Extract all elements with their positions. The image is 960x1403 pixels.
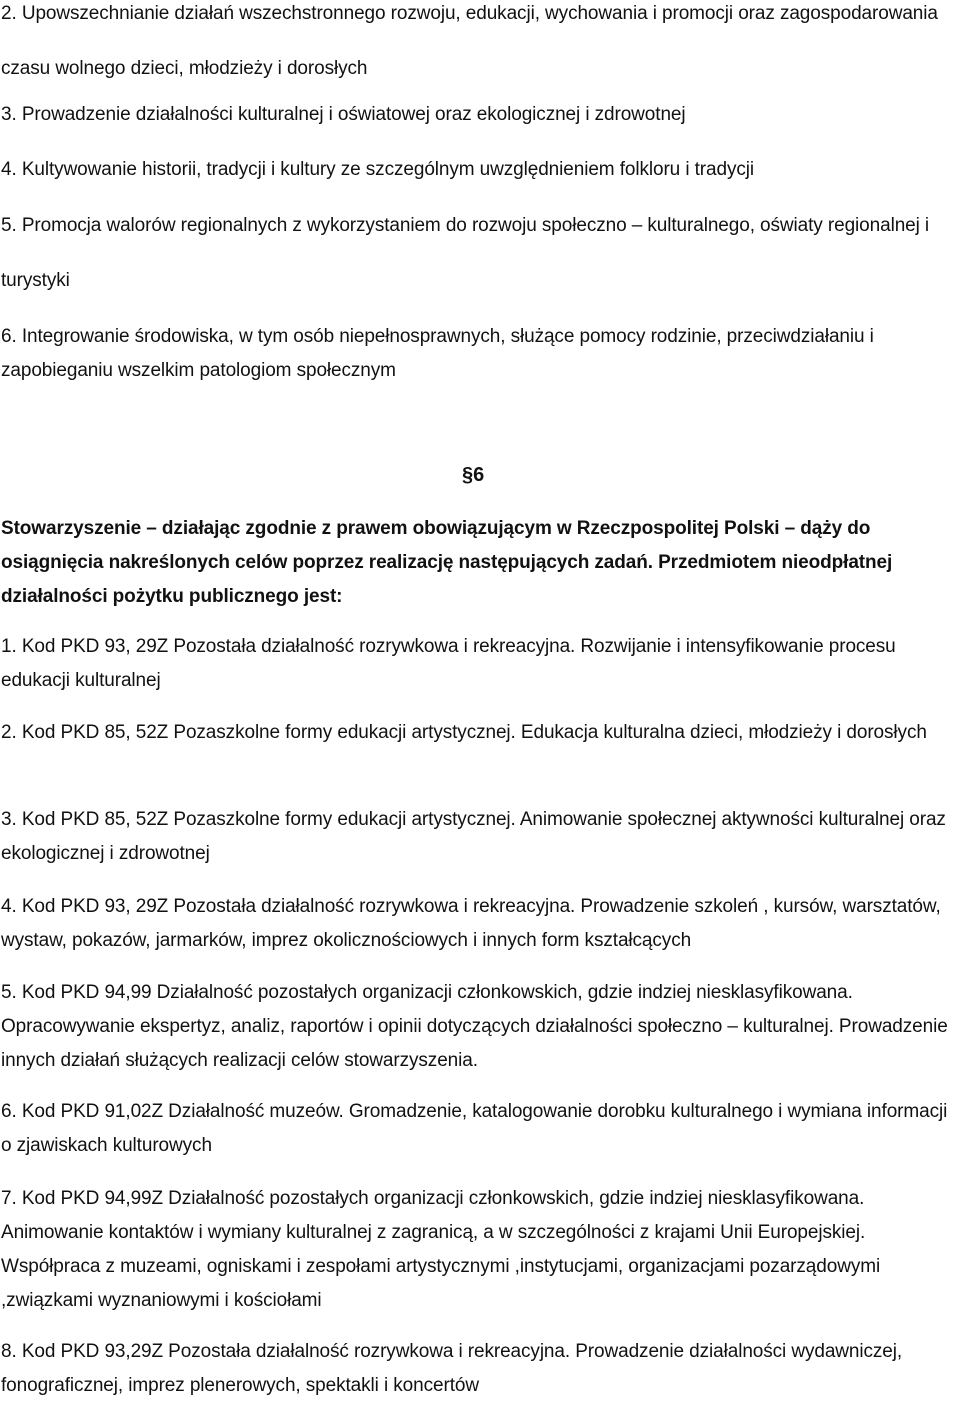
list-item: 7. Kod PKD 94,99Z Działalność pozostałych organizacji członkowskich, gdzie indziej niesklasyfikowana. Animowanie kontaktów i wymiany kulturalnej z zagranicą, a w szczególności z krajami Unii Europejskiej. Współpraca z muzeami, ogniskami i zespołami artystycznymi ,instytucjami, organizacjami pozarządowymi ,związkami wyznaniowymi i kościołami bbox=[1, 1188, 881, 1311]
list-item: 1. Kod PKD 93, 29Z Pozostała działalność rozrywkowa i rekreacyjna. Rozwijanie i intensyfikowanie procesu edukacji kulturalnej bbox=[1, 636, 896, 691]
list-item: 3. Prowadzenie działalności kulturalnej i oświatowej oraz ekologicznej i zdrowotnej bbox=[1, 104, 686, 125]
list-item: 5. Kod PKD 94,99 Działalność pozostałych organizacji członkowskich, gdzie indziej niesklasyfikowana. Opracowywanie ekspertyz, analiz, raportów i opinii dotyczących działalności społeczno – kulturalnej. Prowadzenie innych działań służących realizacji celów stowarzyszenia. bbox=[1, 982, 948, 1071]
list-item: 6. Kod PKD 91,02Z Działalność muzeów. Gromadzenie, katalogowanie dorobku kulturalnego i wymiana informacji o zjawiskach kulturowych bbox=[1, 1101, 948, 1156]
list-item: 2. Upowszechnianie działań wszechstronnego rozwoju, edukacji, wychowania i promocji oraz zagospodarowania czasu wolnego dzieci, młodzieży i dorosłych bbox=[1, 3, 938, 79]
list-item: 8. Kod PKD 93,29Z Pozostała działalność rozrywkowa i rekreacyjna. Prowadzenie działalności wydawniczej, fonograficznej, imprez plenerowych, spektakli i koncertów bbox=[1, 1341, 903, 1396]
list-item: 4. Kod PKD 93, 29Z Pozostała działalność rozrywkowa i rekreacyjna. Prowadzenie szkoleń , kursów, warsztatów, wystaw, pokazów, jarmarków, imprez okolicznościowych i innych form kształcących bbox=[1, 896, 941, 951]
list-item: 4. Kultywowanie historii, tradycji i kultury ze szczególnym uwzględnieniem folkloru i tradycji bbox=[1, 159, 755, 180]
list-item: 2. Kod PKD 85, 52Z Pozaszkolne formy edukacji artystycznej. Edukacja kulturalna dzieci, młodzieży i dorosłych bbox=[1, 722, 927, 743]
list-item: 5. Promocja walorów regionalnych z wykorzystaniem do rozwoju społeczno – kulturalnego, oświaty regionalnej i turystyki bbox=[1, 215, 930, 291]
section-heading: §6 bbox=[462, 464, 485, 486]
list-item: 6. Integrowanie środowiska, w tym osób niepełnosprawnych, służące pomocy rodzinie, przeciwdziałaniu i zapobieganiu wszelkim patologiom społecznym bbox=[1, 326, 874, 381]
list-item: 3. Kod PKD 85, 52Z Pozaszkolne formy edukacji artystycznej. Animowanie społecznej aktywności kulturalnej oraz ekologicznej i zdrowotnej bbox=[1, 809, 946, 864]
section-intro: Stowarzyszenie – działając zgodnie z prawem obowiązującym w Rzeczpospolitej Polski – dąży do osiągnięcia nakreślonych celów poprzez realizację następujących zadań. Przedmiotem nieodpłatnej działalności pożytku publicznego jest: bbox=[1, 518, 893, 607]
